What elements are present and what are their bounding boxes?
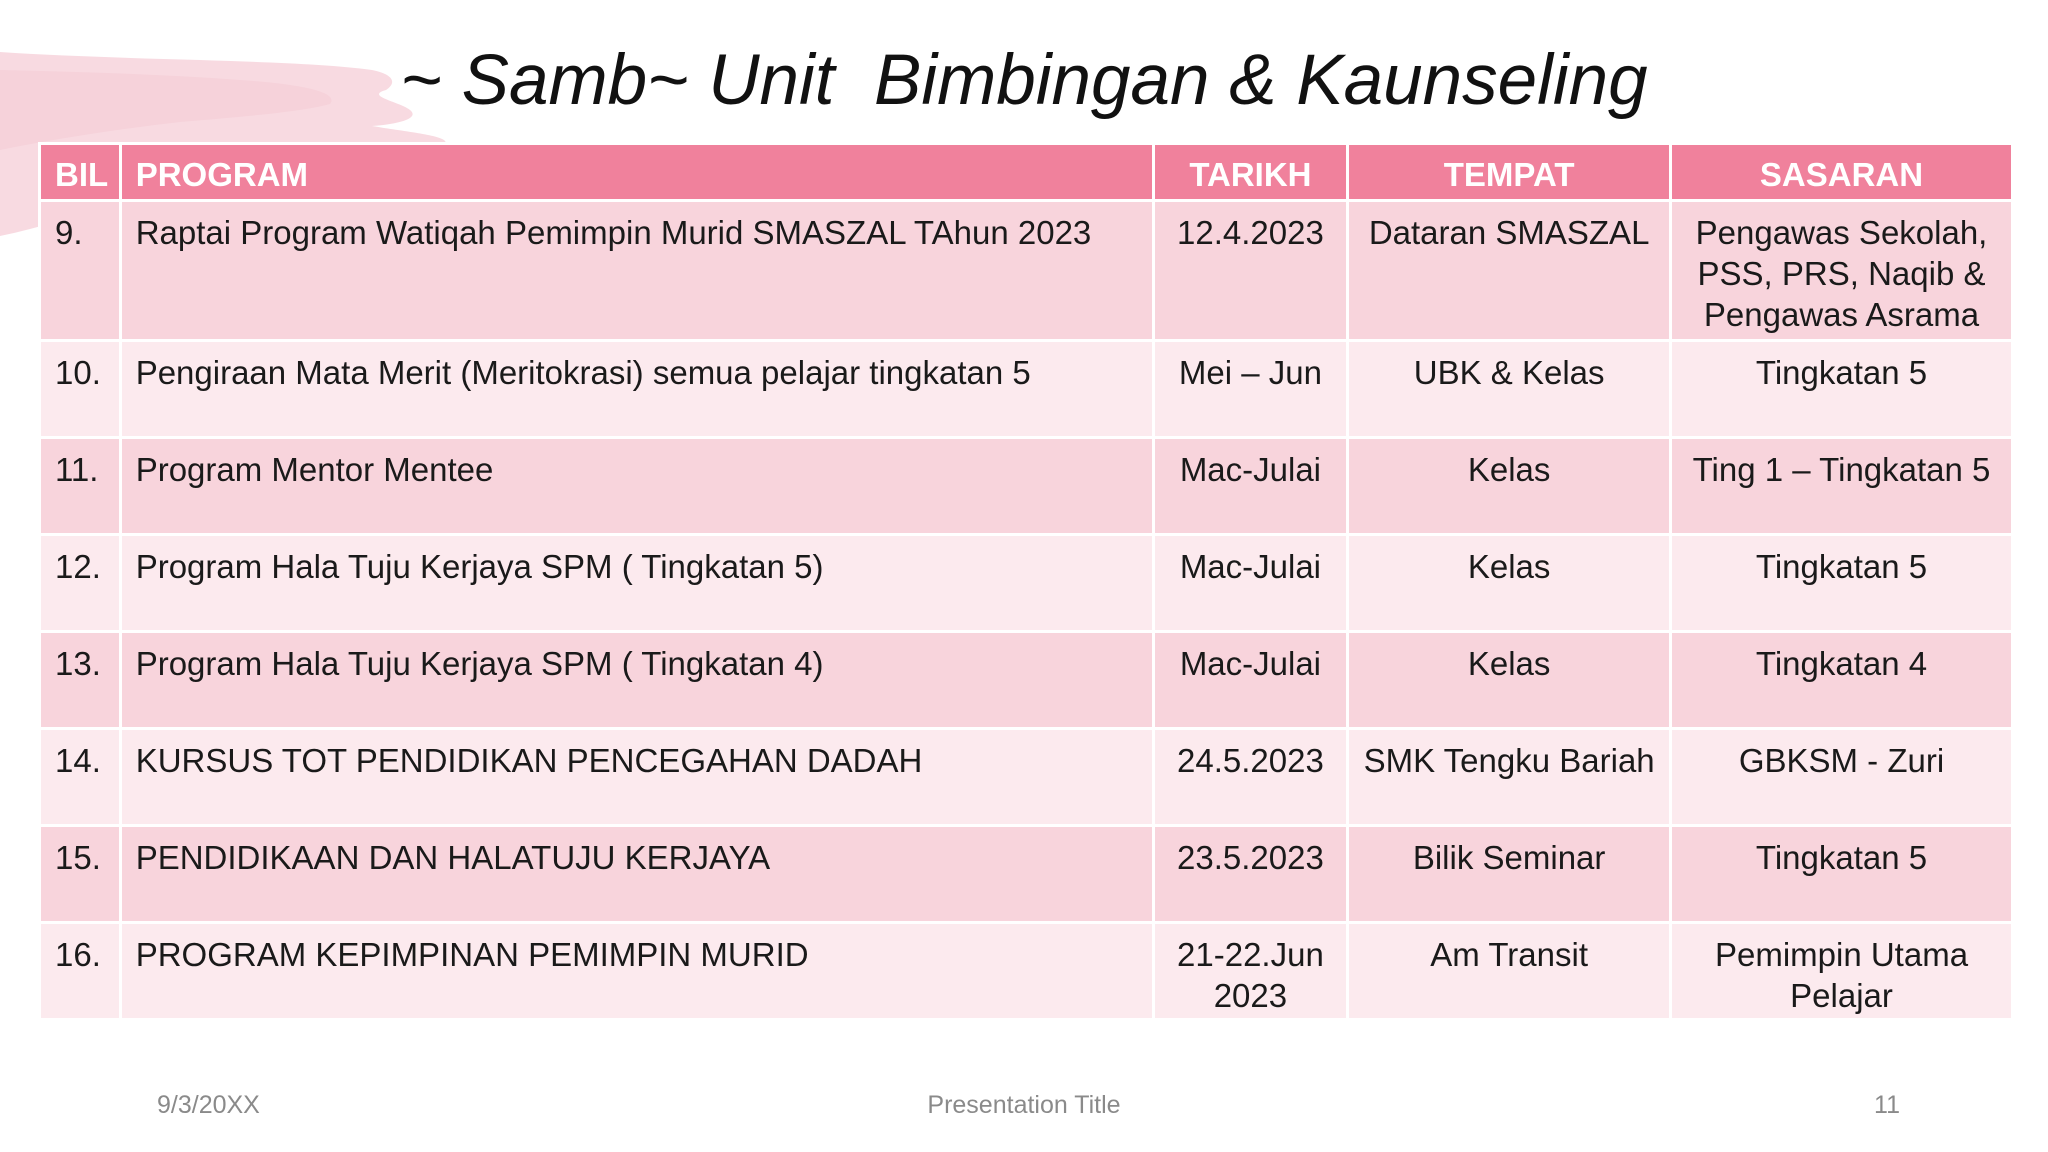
- cell-tempat: Am Transit: [1348, 923, 1671, 1020]
- cell-sasaran: Pemimpin Utama Pelajar: [1671, 923, 2013, 1020]
- cell-program: KURSUS TOT PENDIDIKAN PENCEGAHAN DADAH: [120, 729, 1153, 826]
- cell-sasaran: Tingkatan 4: [1671, 632, 2013, 729]
- header-tempat: TEMPAT: [1348, 144, 1671, 201]
- cell-sasaran: Tingkatan 5: [1671, 826, 2013, 923]
- cell-bil: 16.: [40, 923, 121, 1020]
- cell-bil: 12.: [40, 535, 121, 632]
- footer-page-number: 11: [1874, 1091, 1900, 1119]
- cell-program: Program Hala Tuju Kerjaya SPM ( Tingkatan 5): [120, 535, 1153, 632]
- cell-sasaran: Ting 1 – Tingkatan 5: [1671, 438, 2013, 535]
- cell-tempat: Kelas: [1348, 632, 1671, 729]
- cell-sasaran: GBKSM - Zuri: [1671, 729, 2013, 826]
- cell-tarikh: 24.5.2023: [1153, 729, 1348, 826]
- cell-sasaran: Pengawas Sekolah, PSS, PRS, Naqib & Pengawas Asrama: [1671, 201, 2013, 341]
- table-row: [40, 729, 2013, 826]
- slide-title: ~ Samb~ Unit Bimbingan & Kaunseling: [400, 41, 1648, 120]
- cell-program: Program Mentor Mentee: [120, 438, 1153, 535]
- cell-program: Pengiraan Mata Merit (Meritokrasi) semua pelajar tingkatan 5: [120, 341, 1153, 438]
- table-row: [40, 341, 2013, 438]
- cell-program: Program Hala Tuju Kerjaya SPM ( Tingkatan 4): [120, 632, 1153, 729]
- table-row: [40, 201, 2013, 341]
- cell-tarikh: 21-22.Jun 2023: [1153, 923, 1348, 1020]
- header-bil: BIL: [40, 144, 121, 201]
- cell-tempat: Bilik Seminar: [1348, 826, 1671, 923]
- header-sasaran: SASARAN: [1671, 144, 2013, 201]
- table-row: [40, 438, 2013, 535]
- footer-presentation-title: Presentation Title: [927, 1091, 1121, 1119]
- cell-tempat: Kelas: [1348, 535, 1671, 632]
- table-row: [40, 632, 2013, 729]
- cell-tarikh: 12.4.2023: [1153, 201, 1348, 341]
- cell-program: PENDIDIKAAN DAN HALATUJU KERJAYA: [120, 826, 1153, 923]
- cell-tarikh: Mac-Julai: [1153, 535, 1348, 632]
- cell-sasaran: Tingkatan 5: [1671, 341, 2013, 438]
- cell-tarikh: Mac-Julai: [1153, 438, 1348, 535]
- table-row: [40, 826, 2013, 923]
- cell-program: Raptai Program Watiqah Pemimpin Murid SMASZAL TAhun 2023: [120, 201, 1153, 341]
- cell-tarikh: 23.5.2023: [1153, 826, 1348, 923]
- cell-tempat: Kelas: [1348, 438, 1671, 535]
- cell-bil: 9.: [40, 201, 121, 341]
- cell-bil: 11.: [40, 438, 121, 535]
- cell-tarikh: Mei – Jun: [1153, 341, 1348, 438]
- cell-bil: 15.: [40, 826, 121, 923]
- cell-tempat: SMK Tengku Bariah: [1348, 729, 1671, 826]
- table-row: [40, 923, 2013, 1020]
- cell-tarikh: Mac-Julai: [1153, 632, 1348, 729]
- cell-bil: 14.: [40, 729, 121, 826]
- table-row: [40, 535, 2013, 632]
- program-table: [38, 142, 2014, 1021]
- header-program: PROGRAM: [120, 144, 1153, 201]
- footer-date: 9/3/20XX: [157, 1091, 260, 1119]
- cell-tempat: UBK & Kelas: [1348, 341, 1671, 438]
- header-tarikh: TARIKH: [1153, 144, 1348, 201]
- cell-tempat: Dataran SMASZAL: [1348, 201, 1671, 341]
- cell-bil: 10.: [40, 341, 121, 438]
- cell-program: PROGRAM KEPIMPINAN PEMIMPIN MURID: [120, 923, 1153, 1020]
- cell-sasaran: Tingkatan 5: [1671, 535, 2013, 632]
- cell-bil: 13.: [40, 632, 121, 729]
- table-header-row: [40, 144, 2013, 201]
